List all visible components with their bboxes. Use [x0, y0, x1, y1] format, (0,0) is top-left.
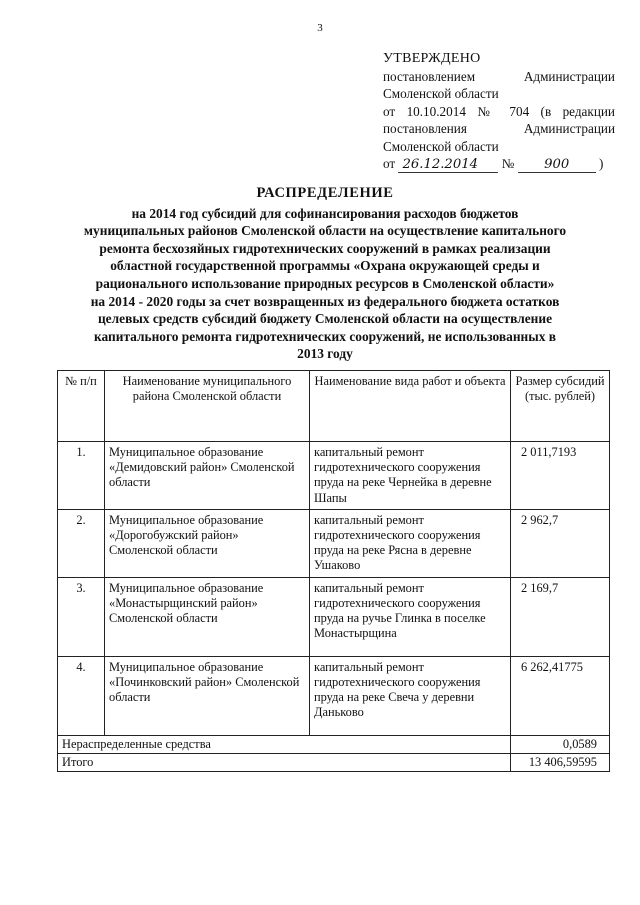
- approval-closing: ): [598, 156, 604, 171]
- approval-number-prefix: №: [501, 156, 515, 171]
- heading-line: на 2014 год субсидий для софинансирования расходов бюджетов: [131, 205, 519, 221]
- row-work: капитальный ремонт гидротехнического сооружения пруда на реке Чернейка в деревне Шапы: [310, 442, 511, 510]
- row-amount: 2 169,7: [511, 577, 610, 656]
- header-municipality: Наименование муниципального района Смоленской области: [105, 371, 310, 442]
- total-label: Итого: [58, 753, 511, 771]
- approval-date-line: [383, 155, 615, 173]
- table-row: [58, 442, 610, 510]
- approval-date-value: 26.12.2014: [398, 158, 498, 173]
- heading-line: рационального использование природных ресурсов в Смоленской области»: [95, 275, 555, 291]
- distribution-table: [57, 370, 610, 772]
- row-num: 4.: [58, 656, 105, 735]
- row-municipality: Муниципальное образование «Демидовский район» Смоленской области: [105, 442, 310, 510]
- approval-line-2: Смоленской области: [383, 86, 499, 101]
- row-num: 2.: [58, 509, 105, 577]
- row-municipality: Муниципальное образование «Починковский район» Смоленской области: [105, 656, 310, 735]
- table-header-row: [58, 371, 610, 442]
- heading-line: муниципальных районов Смоленской области на осуществление капитального: [83, 223, 567, 239]
- total-row: [58, 753, 610, 771]
- approval-date-prefix: от: [383, 156, 396, 171]
- table-row: [58, 656, 610, 735]
- unallocated-label: Нераспределенные средства: [58, 735, 511, 753]
- heading-line: капитального ремонта гидротехнических сооружений, не использованных в: [93, 328, 556, 344]
- row-num: 3.: [58, 577, 105, 656]
- approval-line-4: постановления Администрации: [383, 121, 615, 136]
- page-number: 3: [317, 22, 323, 34]
- table-row: [58, 509, 610, 577]
- row-amount: 6 262,41775: [511, 656, 610, 735]
- approval-line-1: постановлением Администрации: [383, 68, 615, 84]
- approval-stamp: [383, 50, 615, 173]
- heading-line: ремонта бесхозяйных гидротехнических сооружений в рамках реализации: [99, 240, 551, 256]
- row-work: капитальный ремонт гидротехнического сооружения пруда на реке Свеча у деревни Даньково: [310, 656, 511, 735]
- row-municipality: Муниципальное образование «Дорогобужский район» Смоленской области: [105, 509, 310, 577]
- row-municipality: Муниципальное образование «Монастырщинский район» Смоленской области: [105, 577, 310, 656]
- total-value: 13 406,59595: [511, 753, 610, 771]
- heading-line: 2013 году: [297, 346, 353, 362]
- row-work: капитальный ремонт гидротехнического сооружения пруда на реке Рясна в деревне Ушаково: [310, 509, 511, 577]
- unallocated-value: 0,0589: [511, 735, 610, 753]
- row-amount: 2 962,7: [511, 509, 610, 577]
- approval-title: УТВЕРЖДЕНО: [383, 51, 481, 66]
- header-amount: Размер субсидий (тыс. рублей): [511, 371, 610, 442]
- heading-line: на 2014 - 2020 годы за счет возвращенных из федерального бюджета остатков: [90, 293, 560, 309]
- heading-line: целевых средств субсидий бюджету Смоленской области на осуществление: [97, 311, 553, 327]
- approval-line-5: Смоленской области: [383, 138, 499, 154]
- unallocated-row: [58, 735, 610, 753]
- row-num: 1.: [58, 442, 105, 510]
- approval-number-value: 900: [518, 158, 596, 173]
- heading-line: областной государственной программы «Охрана окружающей среды и: [110, 258, 540, 274]
- table-row: [58, 577, 610, 656]
- document-heading: [40, 185, 610, 363]
- row-work: капитальный ремонт гидротехнического сооружения пруда на ручье Глинка в поселке Монастырщина: [310, 577, 511, 656]
- header-num: № п/п: [58, 371, 105, 442]
- header-work: Наименование вида работ и объекта: [310, 371, 511, 442]
- row-amount: 2 011,7193: [511, 442, 610, 510]
- document-title: РАСПРЕДЕЛЕНИЕ: [256, 185, 394, 201]
- approval-line-3: от 10.10.2014 № 704 (в редакции: [383, 103, 615, 119]
